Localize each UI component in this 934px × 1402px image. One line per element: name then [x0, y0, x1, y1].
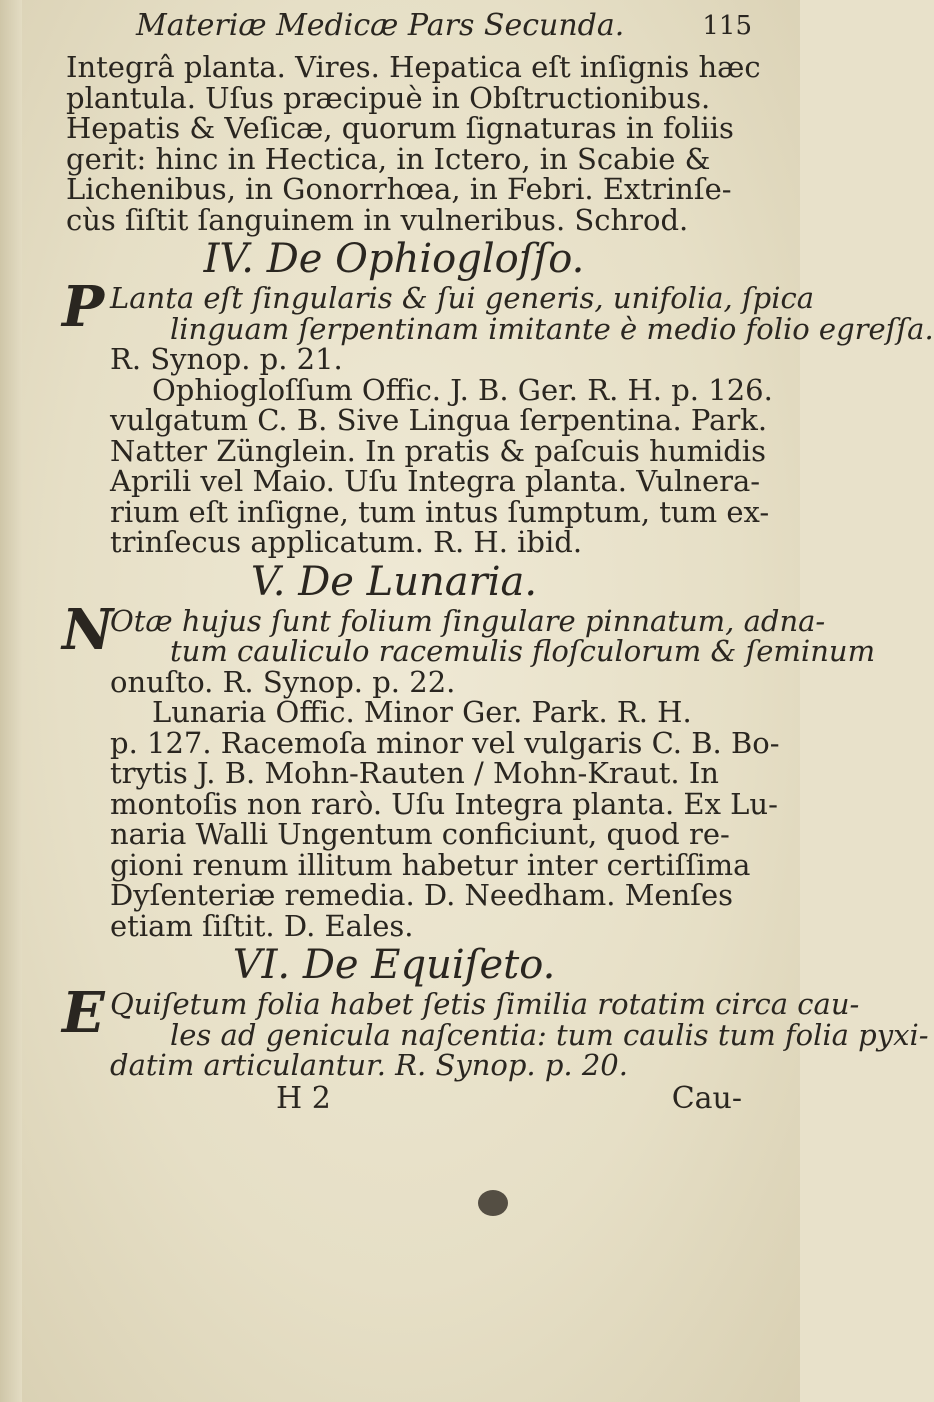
text-line: Otæ hujus ſunt folium ſingulare pinnatum, adna- — [110, 603, 826, 638]
text-line: Lunaria Offic. Minor Ger. Park. R. H. — [152, 695, 692, 729]
text-line: les ad genicula naſcentia: tum caulis tum folia pyxi- — [170, 1017, 929, 1052]
ink-blot — [478, 1190, 508, 1216]
section-body-lunaria — [62, 596, 876, 943]
text-line: Hepatis & Veſicæ, quorum ſignaturas in foliis — [66, 111, 734, 145]
intro-paragraph — [66, 52, 762, 235]
text-line: Lichenibus, in Gonorrhœa, in Febri. Extrinſe- — [66, 172, 732, 206]
text-line: Integrâ planta. Vires. Hepatica eſt inſignis hæc — [66, 50, 761, 84]
section-heading-lunaria: V. De Lunaria. — [250, 558, 538, 605]
text-line: etiam ſiſtit. D. Eales. — [110, 908, 414, 943]
text-line: Dyſenteriæ remedia. D. Needham. Menſes — [110, 878, 734, 912]
text-line: plantula. Uſus præcipuè in Obſtructionibus. — [66, 80, 711, 115]
text-line: montoſis non rarò. Uſu Integra planta. Ex Lu- — [110, 786, 778, 821]
section-body-equisetum — [62, 980, 929, 1082]
page-gutter — [0, 0, 22, 1402]
text-line: R. Synop. p. 21. — [110, 342, 343, 376]
section-body-ophioglossum — [62, 274, 934, 559]
signature-mark: H 2 — [276, 1080, 331, 1116]
text-line: vulgatum C. B. Sive Lingua ſerpentina. Park. — [110, 403, 768, 437]
text-line: Aprili vel Maio. Uſu Integra planta. Vulnera- — [110, 464, 761, 498]
text-line: datim articulantur. R. Synop. p. 20. — [110, 1048, 628, 1082]
catchword: Cau- — [671, 1080, 742, 1116]
text-line: linguam ſerpentinam imitante è medio folio egreſſa. — [170, 311, 934, 346]
text-line: trinſecus applicatum. R. H. ibid. — [110, 525, 583, 559]
section-heading-ophioglossum: IV. De Ophiogloſſo. — [203, 236, 585, 282]
text-line: onuſto. R. Synop. p. 22. — [110, 664, 456, 699]
page-footer — [66, 1081, 762, 1117]
text-line: cùs ſiſtit ſanguinem in vulneribus. Schrod. — [66, 202, 689, 237]
text-line: naria Walli Ungentum conficiunt, quod re- — [110, 817, 730, 851]
drop-cap: P — [62, 274, 105, 340]
text-line: Quiſetum folia habet ſetis ſimilia rotatim circa cau- — [110, 987, 860, 1021]
text-line: rium eſt inſigne, tum intus ſumptum, tum ex- — [110, 494, 770, 529]
text-line: gerit: hinc in Hectica, in Ictero, in Scabie & — [66, 141, 711, 176]
running-header — [66, 0, 762, 52]
text-line: Lanta eſt ſingularis & ſui generis, unifolia, ſpica — [110, 281, 815, 315]
drop-cap: N — [62, 596, 114, 663]
text-line: Natter Zünglein. In pratis & paſcuis humidis — [110, 433, 766, 468]
text-line: gioni renum illitum habetur inter certiſſima — [110, 847, 751, 882]
text-line: p. 127. Racemoſa minor vel vulgaris C. B. Bo- — [110, 725, 780, 760]
page-number: 115 — [702, 11, 752, 41]
section-heading-equisetum: VI. De Equiſeto. — [232, 942, 556, 988]
text-line: tum cauliculo racemulis floſculorum & ſeminum — [170, 634, 876, 668]
running-title: Materiæ Medicæ Pars Secunda. — [136, 8, 625, 43]
drop-cap: E — [62, 980, 105, 1046]
text-line: Ophiogloſſum Offic. J. B. Ger. R. H. p. 126. — [152, 372, 773, 407]
text-line: trytis J. B. Mohn-Rauten / Mohn-Kraut. In — [110, 756, 719, 790]
